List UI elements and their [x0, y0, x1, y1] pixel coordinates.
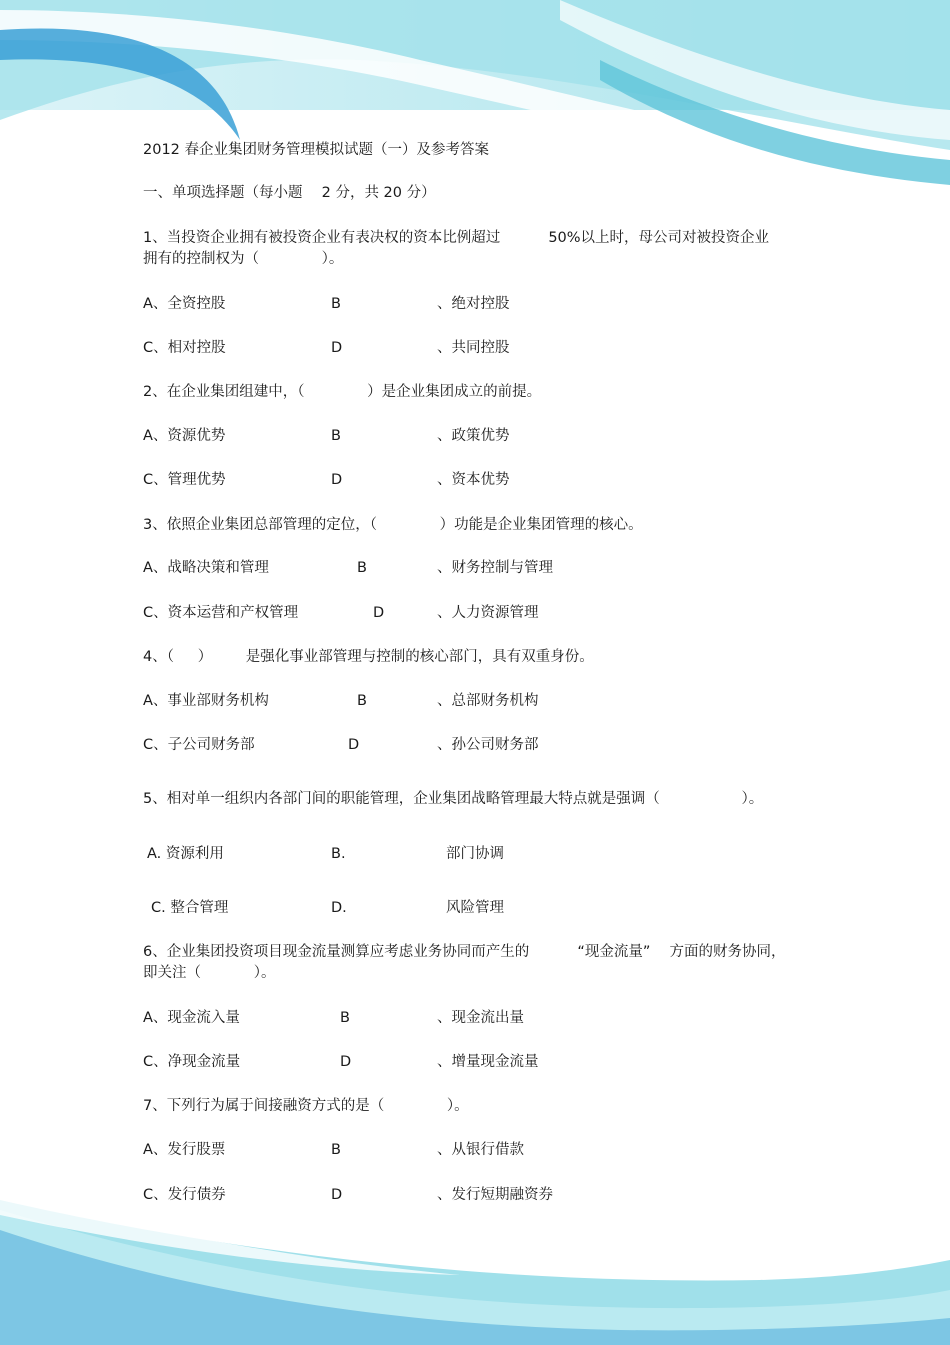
option-d: 、孙公司财务部	[437, 737, 539, 753]
question-stem: 1、当投资企业拥有被投资企业有表决权的资本比例超过 50%以上时，母公司对被投资企业	[143, 230, 770, 246]
option-c: C、净现金流量	[143, 1054, 241, 1070]
question-stem: 4、（ ） 是强化事业部管理与控制的核心部门，具有双重身份。	[143, 649, 594, 665]
option-d-letter: D	[340, 1054, 352, 1070]
question-stem: 3、依照企业集团总部管理的定位，（ ）功能是企业集团管理的核心。	[143, 517, 643, 533]
question-stem: 即关注（ ）。	[143, 965, 276, 981]
option-d: 、增量现金流量	[437, 1054, 539, 1070]
option-c: C、子公司财务部	[143, 737, 255, 753]
bottom-wave-decoration	[0, 1190, 950, 1345]
option-b: 、从银行借款	[437, 1142, 524, 1158]
question-stem: 6、企业集团投资项目现金流量测算应考虑业务协同而产生的 “现金流量” 方面的财务协同，	[143, 944, 786, 960]
option-b-letter: B	[331, 428, 341, 444]
question-stem: 7、下列行为属于间接融资方式的是（ ）。	[143, 1098, 469, 1114]
option-d-letter: D	[331, 340, 343, 356]
option-a: A、发行股票	[143, 1142, 226, 1158]
document-title: 2012 春企业集团财务管理模拟试题（一）及参考答案	[143, 142, 490, 158]
question-stem: 2、在企业集团组建中，（ ）是企业集团成立的前提。	[143, 384, 542, 400]
option-b-letter: B	[357, 560, 367, 576]
option-c: C、相对控股	[143, 340, 226, 356]
option-a: A、事业部财务机构	[143, 693, 269, 709]
option-d-letter: D	[331, 472, 343, 488]
option-b: 、政策优势	[437, 428, 510, 444]
option-c: C、管理优势	[143, 472, 226, 488]
option-b: 、绝对控股	[437, 296, 510, 312]
section-heading: 一、单项选择题（每小题 2 分，共 20 分）	[143, 185, 436, 201]
option-b-letter: B	[331, 1142, 341, 1158]
option-b: 部门协调	[446, 846, 504, 862]
option-d: 、共同控股	[437, 340, 510, 356]
option-a: A、现金流入量	[143, 1010, 240, 1026]
option-d: 、发行短期融资券	[437, 1187, 553, 1203]
option-b: 、现金流出量	[437, 1010, 524, 1026]
option-b-letter: B	[357, 693, 367, 709]
option-d-letter: D	[348, 737, 360, 753]
option-d-letter: D	[373, 605, 385, 621]
option-b: 、财务控制与管理	[437, 560, 553, 576]
option-a: A、战略决策和管理	[143, 560, 269, 576]
option-b: 、总部财务机构	[437, 693, 539, 709]
option-a: A、资源优势	[143, 428, 226, 444]
option-b-letter: B	[340, 1010, 350, 1026]
option-c: C、资本运营和产权管理	[143, 605, 299, 621]
question-stem: 拥有的控制权为（ ）。	[143, 251, 344, 267]
option-c: C. 整合管理	[151, 900, 229, 916]
option-a: A. 资源利用	[147, 846, 224, 862]
question-stem: 5、相对单一组织内各部门间的职能管理，企业集团战略管理最大特点就是强调（ ）。	[143, 791, 764, 807]
option-d-letter: D.	[331, 900, 347, 916]
option-a: A、全资控股	[143, 296, 226, 312]
option-d: 风险管理	[446, 900, 504, 916]
option-d: 、资本优势	[437, 472, 510, 488]
option-b-letter: B	[331, 296, 341, 312]
option-b-letter: B.	[331, 846, 346, 862]
option-d-letter: D	[331, 1187, 343, 1203]
option-c: C、发行债券	[143, 1187, 226, 1203]
option-d: 、人力资源管理	[437, 605, 539, 621]
